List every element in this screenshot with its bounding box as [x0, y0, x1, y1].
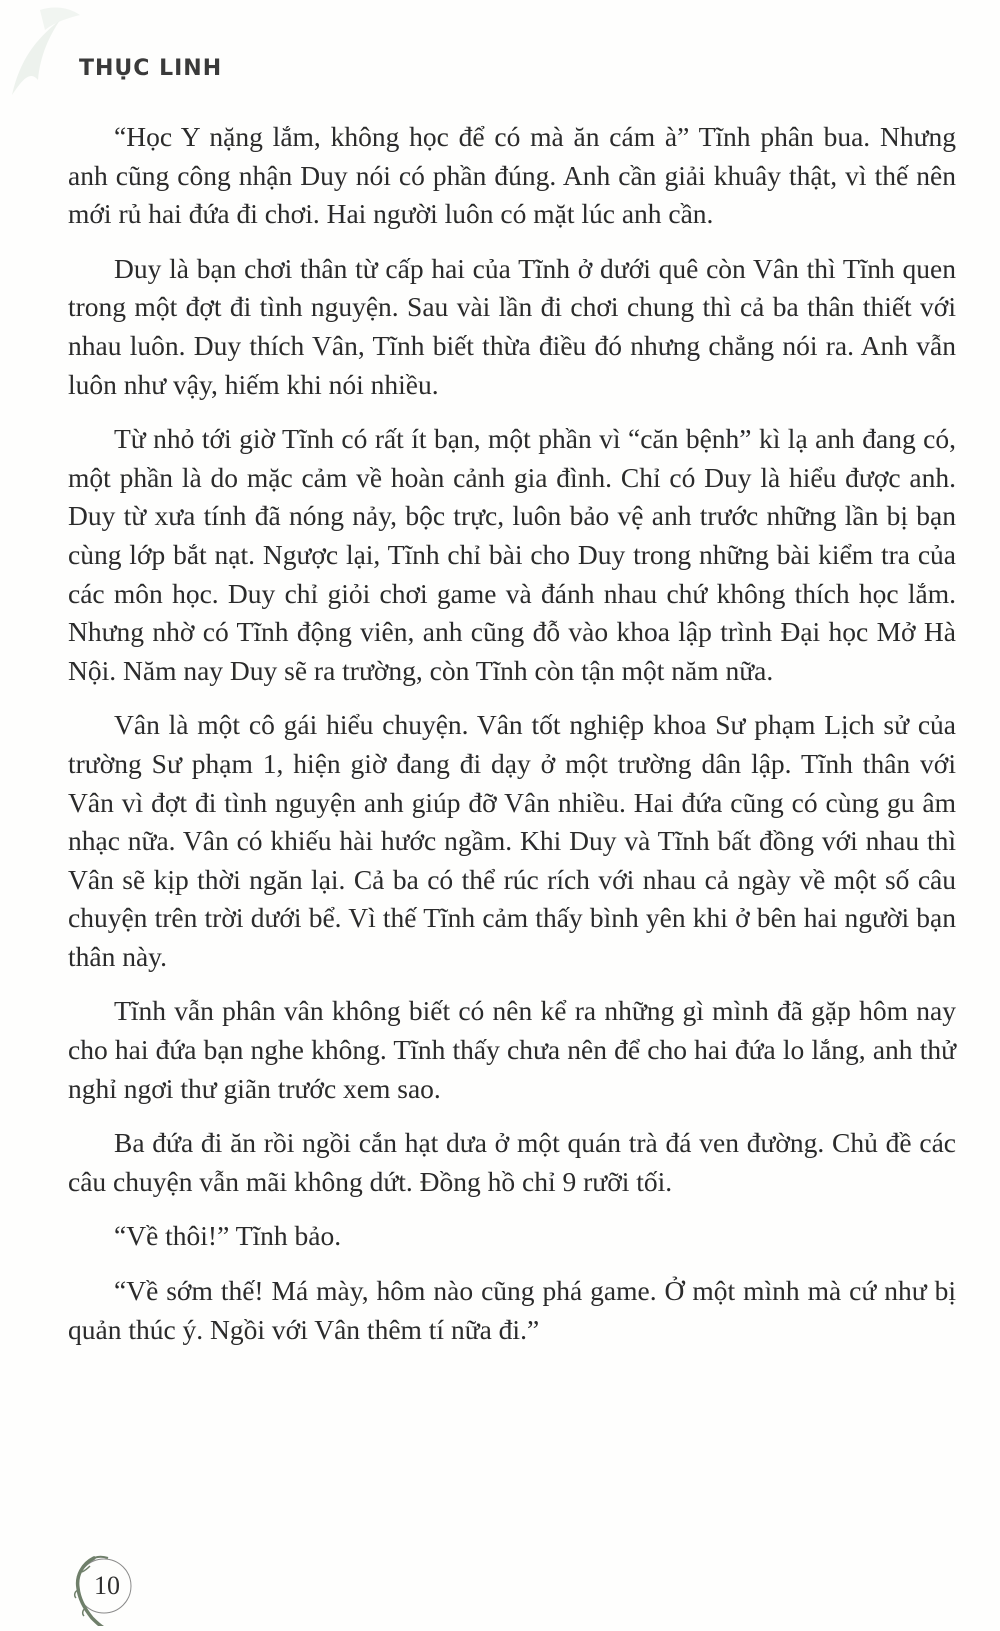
paragraph: “Về thôi!” Tĩnh bảo. [114, 1220, 342, 1252]
paragraph: Từ nhỏ tới giờ Tĩnh có rất ít bạn, một phần vì “căn bệnh” kì lạ anh đang có, một phần là do mặc cảm về hoàn cảnh gia đình. Chỉ có Duy là hiểu được anh. Duy từ xưa tính đã nóng nảy, bộc trực, luôn bảo vệ anh trước những lần bị bạn cùng lớp bắt nạt. Ngược lại, Tĩnh chỉ bài cho Duy trong những bài kiểm tra của các môn học. Duy chỉ giỏi chơi game và đánh nhau chứ không thích học lắm. Nhưng nhờ có Tĩnh động viên, anh cũng đỗ vào khoa lập trình Đại học Mở Hà Nội. Năm nay Duy sẽ ra trường, còn Tĩnh còn tận một năm nữa. [68, 423, 956, 686]
running-title: THỤC LINH [79, 56, 223, 81]
corner-ornament-icon [0, 0, 110, 110]
page-number-badge [60, 1546, 140, 1626]
paragraph: “Về sớm thế! Má mày, hôm nào cũng phá game. Ở một mình mà cứ như bị quản thúc ý. Ngồi với Vân thêm tí nữa đi.” [68, 1275, 956, 1345]
paragraph: “Học Y nặng lắm, không học để có mà ăn cám à” Tĩnh phân bua. Nhưng anh cũng công nhận Duy nói có phần đúng. Anh cần giải khuây thật, vì thế nên mới rủ hai đứa đi chơi. Hai người luôn có mặt lúc anh cần. [68, 121, 956, 230]
body-text [68, 118, 956, 1365]
paragraph: Vân là một cô gái hiểu chuyện. Vân tốt nghiệp khoa Sư phạm Lịch sử của trường Sư phạm 1, hiện giờ đang đi dạy ở một trường dân lập. Tĩnh thân với Vân vì đợt đi tình nguyện anh giúp đỡ Vân nhiều. Hai đứa cũng có cùng gu âm nhạc nữa. Vân có khiếu hài hước ngầm. Khi Duy và Tĩnh bất đồng với nhau thì Vân sẽ kịp thời ngăn lại. Cả ba có thể rúc rích với nhau cả ngày về một số câu chuyện trên trời dưới bể. Vì thế Tĩnh cảm thấy bình yên khi ở bên hai người bạn thân này. [68, 709, 956, 972]
paragraph: Duy là bạn chơi thân từ cấp hai của Tĩnh ở dưới quê còn Vân thì Tĩnh quen trong một đợt đi tình nguyện. Sau vài lần đi chơi chung thì cả ba thân thiết với nhau luôn. Duy thích Vân, Tĩnh biết thừa điều đó nhưng chẳng nói ra. Anh vẫn luôn như vậy, hiếm khi nói nhiều. [68, 252, 956, 400]
paragraph: Ba đứa đi ăn rồi ngồi cắn hạt dưa ở một quán trà đá ven đường. Chủ đề các câu chuyện vẫn mãi không dứt. Đồng hồ chỉ 9 rưỡi tối. [68, 1127, 956, 1197]
page-number: 10 [94, 1571, 120, 1600]
paragraph: Tĩnh vẫn phân vân không biết có nên kể ra những gì mình đã gặp hôm nay cho hai đứa bạn nghe không. Tĩnh thấy chưa nên để cho hai đứa lo lắng, anh thử nghỉ ngơi thư giãn trước xem sao. [68, 995, 956, 1104]
